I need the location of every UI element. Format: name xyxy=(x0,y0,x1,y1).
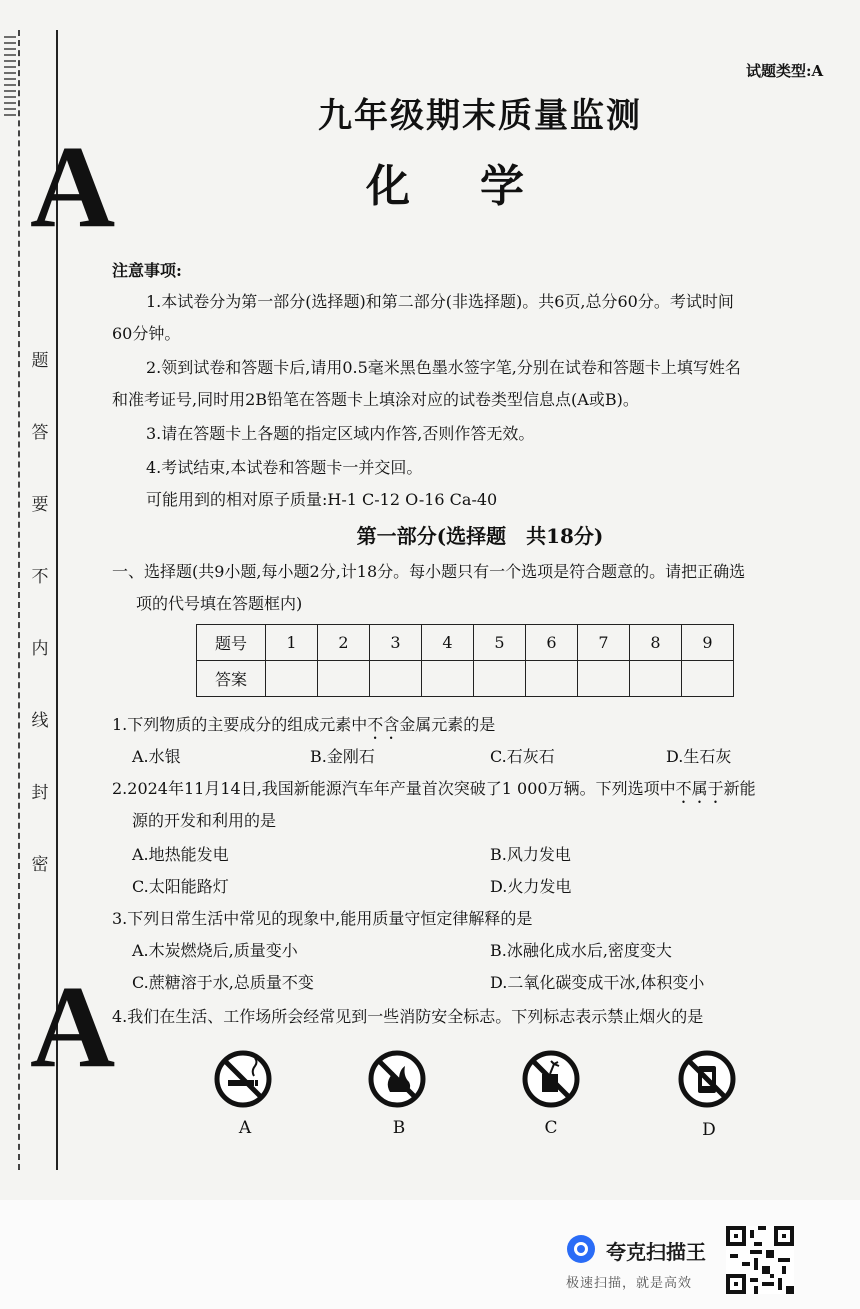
question-number-cell: 2 xyxy=(318,625,370,661)
section-title: 第一部分(选择题 共18分) xyxy=(356,524,604,548)
margin-char: 密 xyxy=(31,855,49,875)
quark-logo-icon xyxy=(566,1234,596,1264)
table-row xyxy=(197,661,734,697)
question-2-stem-cont: 源的开发和利用的是 xyxy=(132,811,277,830)
sign-label: D xyxy=(702,1120,716,1140)
atomic-mass-note: 可能用到的相对原子质量:H-1 C-12 O-16 Ca-40 xyxy=(146,490,498,509)
margin-char: 线 xyxy=(31,711,49,731)
question-number-cell: 4 xyxy=(422,625,474,661)
qr-code-icon[interactable] xyxy=(726,1226,794,1294)
paper-type-letter-top: A xyxy=(30,121,116,252)
paper-type-letter-bottom: A xyxy=(30,961,116,1092)
answer-cell[interactable] xyxy=(630,661,682,697)
question-4-stem: 4.我们在生活、工作场所会经常见到一些消防安全标志。下列标志表示禁止烟火的是 xyxy=(112,1007,704,1026)
answer-cell[interactable] xyxy=(474,661,526,697)
no-flammables-icon[interactable] xyxy=(678,1050,736,1108)
emphasis-text: 不属于 xyxy=(675,779,724,798)
answer-table xyxy=(196,624,734,697)
margin-char: 封 xyxy=(31,783,49,803)
option[interactable]: D.生石灰 xyxy=(666,747,732,766)
answer-cell[interactable] xyxy=(526,661,578,697)
notice-item: 3.请在答题卡上各题的指定区域内作答,否则作答无效。 xyxy=(146,424,535,443)
emphasis-text: 不含 xyxy=(367,715,400,734)
option[interactable]: C.太阳能路灯 xyxy=(132,877,229,896)
stem-text: 金属元素的是 xyxy=(399,715,496,734)
question-3-stem: 3.下列日常生活中常见的现象中,能用质量守恒定律解释的是 xyxy=(112,909,533,928)
question-2-stem xyxy=(112,776,756,807)
scanner-brand: 夸克扫描王 xyxy=(606,1242,706,1264)
option[interactable]: D.火力发电 xyxy=(490,877,572,896)
answer-cell[interactable] xyxy=(318,661,370,697)
table-row xyxy=(197,625,734,661)
margin-char: 要 xyxy=(31,495,49,515)
option[interactable]: C.蔗糖溶于水,总质量不变 xyxy=(132,973,314,992)
answer-cell[interactable] xyxy=(682,661,734,697)
sign-label: B xyxy=(392,1118,406,1138)
question-1-stem xyxy=(112,712,495,743)
paper-type-mark: 试题类型:A xyxy=(746,62,824,80)
notice-item: 2.领到试卷和答题卡后,请用0.5毫米黑色墨水签字笔,分别在试卷和答题卡上填写姓名 xyxy=(146,358,741,377)
question-number-cell: 3 xyxy=(370,625,422,661)
sign-label: A xyxy=(238,1118,252,1138)
no-fireworks-icon[interactable] xyxy=(522,1050,580,1108)
notice-item: 4.考试结束,本试卷和答题卡一并交回。 xyxy=(146,458,423,477)
question-number-cell: 6 xyxy=(526,625,578,661)
subject-title: 化学 xyxy=(366,161,594,212)
question-number-cell: 5 xyxy=(474,625,526,661)
option[interactable]: A.地热能发电 xyxy=(132,845,229,864)
option[interactable]: A.木炭燃烧后,质量变小 xyxy=(132,941,298,960)
notice-item: 60分钟。 xyxy=(112,324,181,343)
exam-title: 九年级期末质量监测 xyxy=(318,96,642,136)
question-number-cell: 7 xyxy=(578,625,630,661)
scanner-slogan: 极速扫描，就是高效 xyxy=(566,1275,693,1290)
option[interactable]: D.二氧化碳变成干冰,体积变小 xyxy=(490,973,705,992)
table-header-cell: 答案 xyxy=(197,661,266,697)
margin-char: 题 xyxy=(31,351,49,371)
stem-text: 2.2024年11月14日,我国新能源汽车年产量首次突破了1 000万辆。下列选项中 xyxy=(112,779,676,798)
no-smoking-icon[interactable] xyxy=(214,1050,272,1108)
option[interactable]: B.风力发电 xyxy=(490,845,571,864)
option[interactable]: B.金刚石 xyxy=(310,747,375,766)
question-number-cell: 8 xyxy=(630,625,682,661)
option[interactable]: C.石灰石 xyxy=(490,747,555,766)
table-header-cell: 题号 xyxy=(197,625,266,661)
question-number-cell: 9 xyxy=(682,625,734,661)
option[interactable]: B.冰融化成水后,密度变大 xyxy=(490,941,672,960)
stem-text: 新能 xyxy=(723,779,756,798)
option[interactable]: A.水银 xyxy=(132,747,181,766)
notice-item: 和准考证号,同时用2B铅笔在答题卡上填涂对应的试卷类型信息点(A或B)。 xyxy=(112,390,639,409)
section-instruction: 项的代号填在答题框内) xyxy=(136,594,303,613)
notice-item: 1.本试卷分为第一部分(选择题)和第二部分(非选择题)。共6页,总分60分。考试时间 xyxy=(146,292,734,311)
sign-label: C xyxy=(544,1118,558,1138)
margin-char: 答 xyxy=(31,423,49,443)
no-fire-icon[interactable] xyxy=(368,1050,426,1108)
answer-cell[interactable] xyxy=(370,661,422,697)
margin-char: 不 xyxy=(31,567,49,587)
section-instruction: 一、选择题(共9小题,每小题2分,计18分。每小题只有一个选项是符合题意的。请把正确选 xyxy=(112,562,746,581)
notice-heading: 注意事项: xyxy=(112,261,182,280)
answer-cell[interactable] xyxy=(266,661,318,697)
answer-cell[interactable] xyxy=(578,661,630,697)
stem-text: 1.下列物质的主要成分的组成元素中 xyxy=(112,715,368,734)
margin-char: 内 xyxy=(31,639,49,659)
answer-cell[interactable] xyxy=(422,661,474,697)
question-number-cell: 1 xyxy=(266,625,318,661)
